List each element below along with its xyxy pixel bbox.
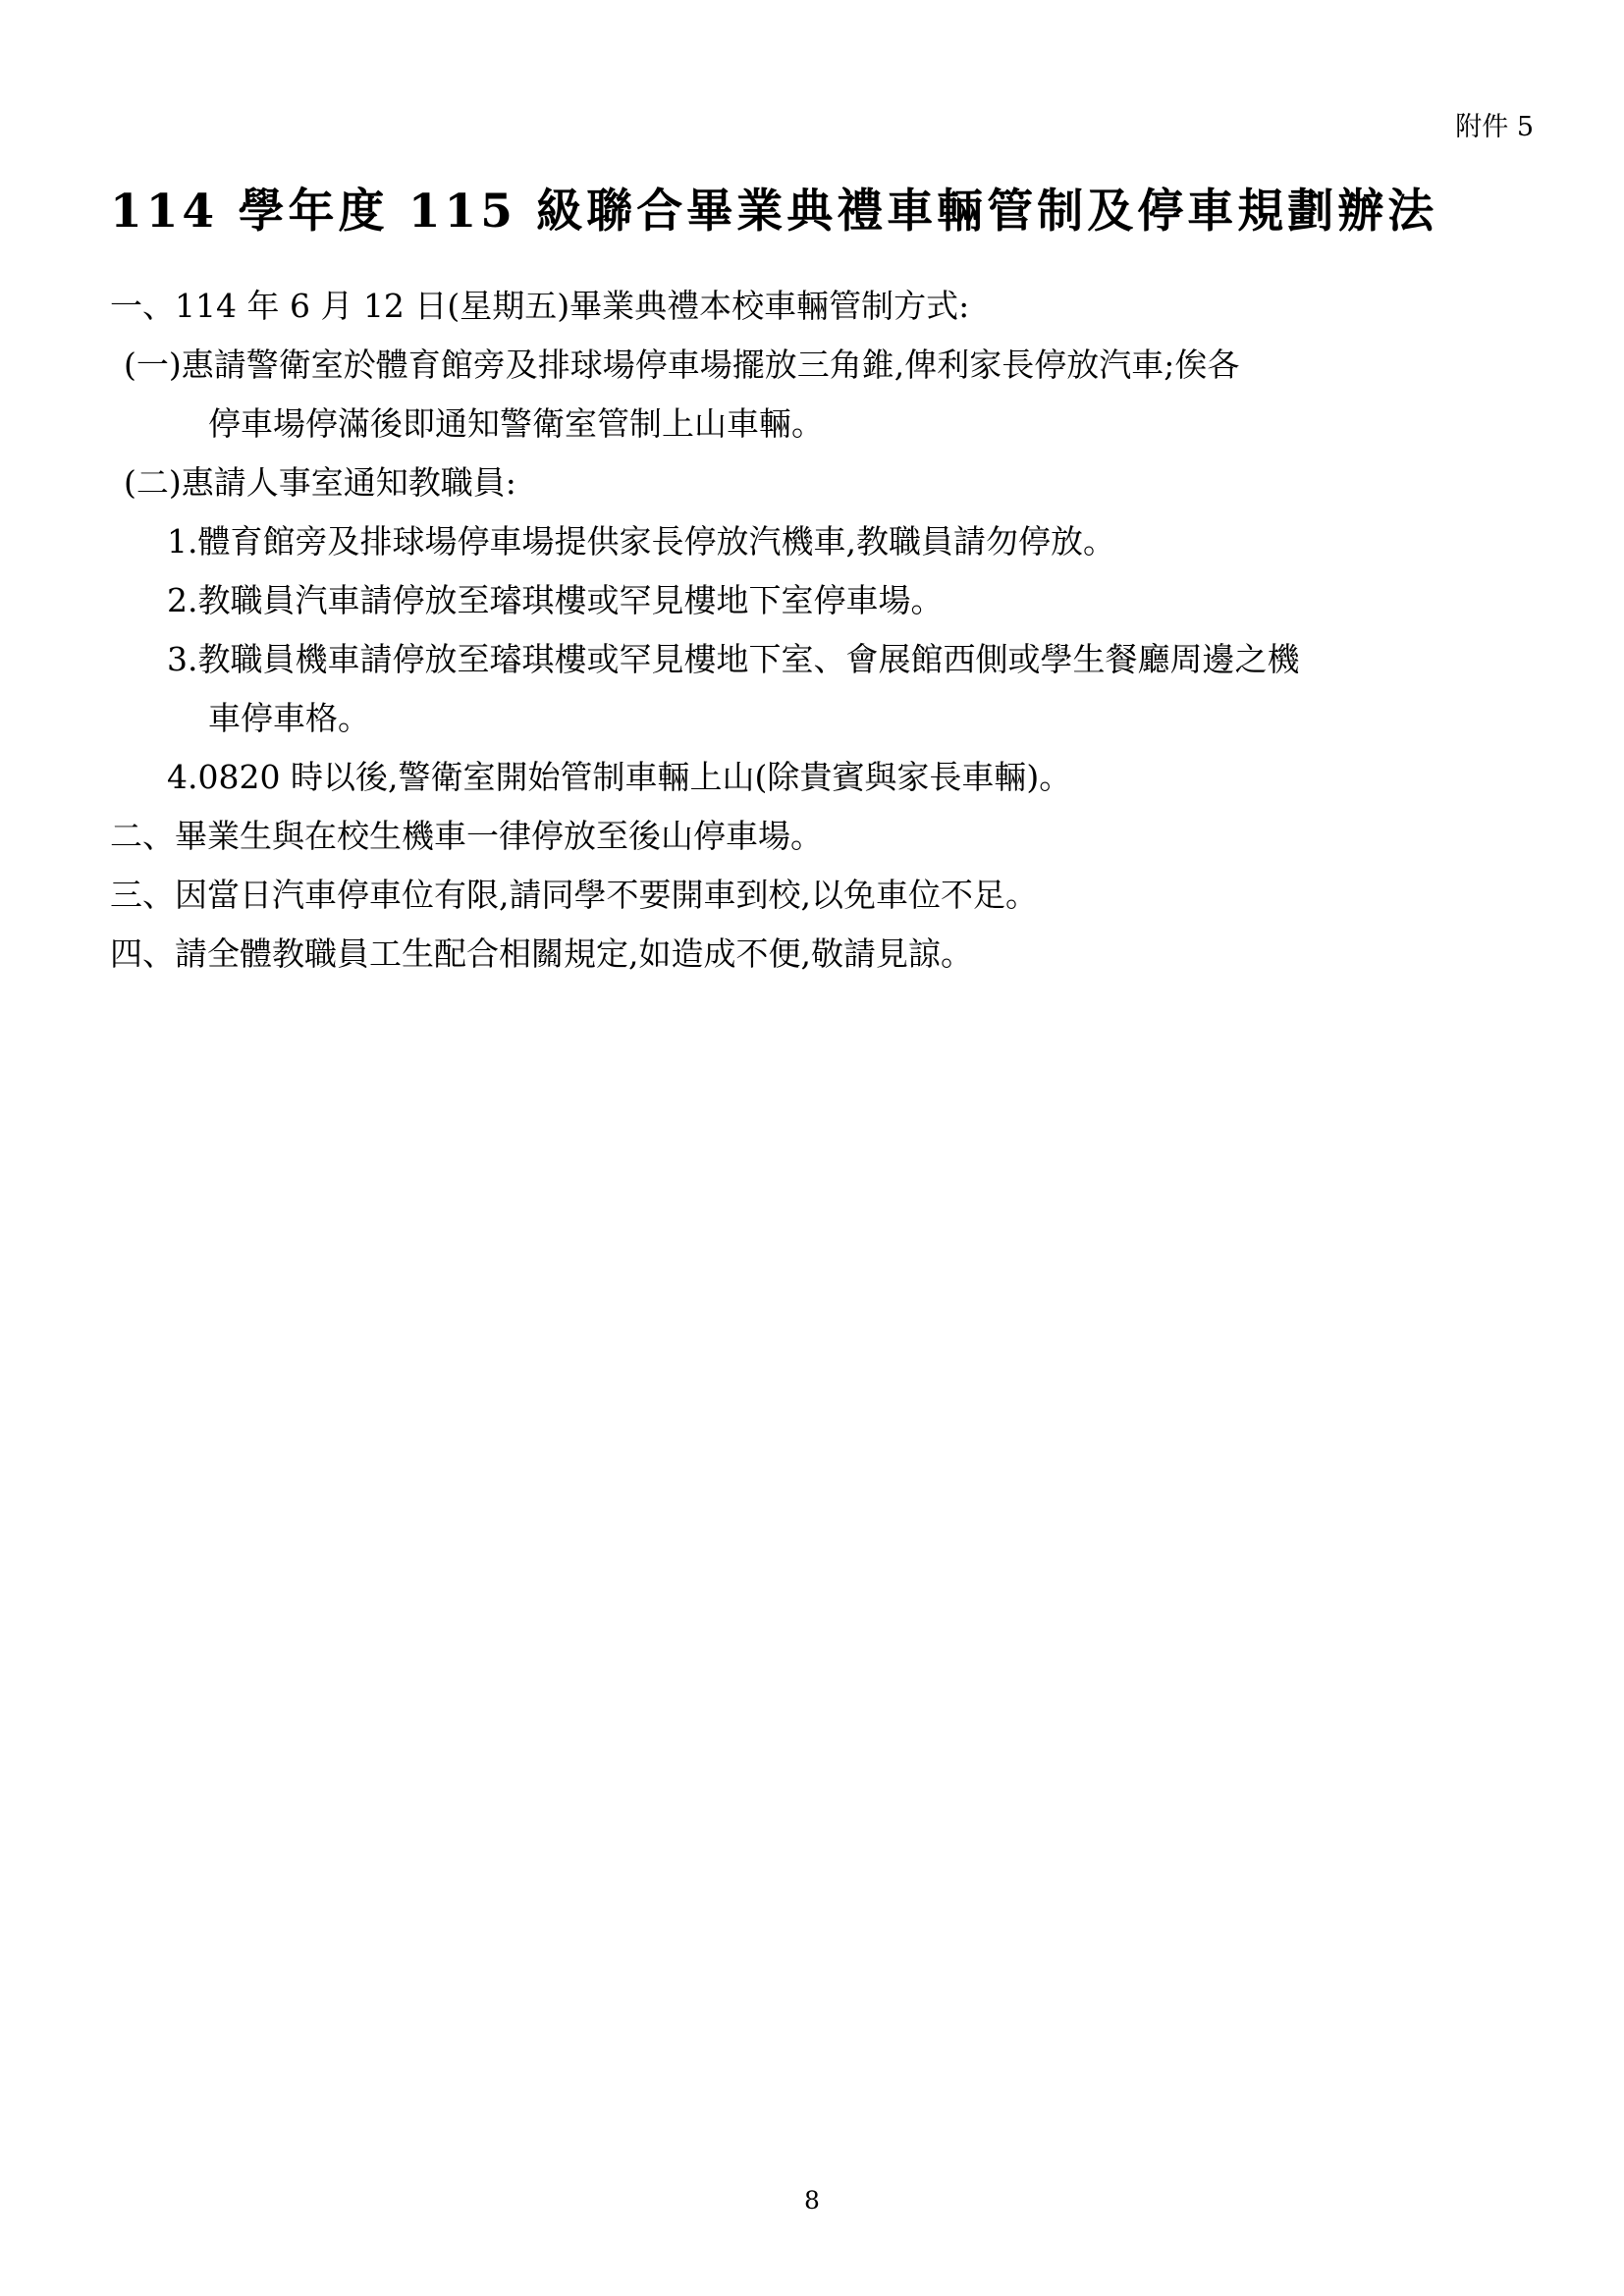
page-number: 8 bbox=[804, 2186, 820, 2215]
section-2: 二、畢業生與在校生機車一律停放至後山停車場。 bbox=[110, 817, 823, 855]
section-1-heading: 一、114 年 6 月 12 日(星期五)畢業典禮本校車輛管制方式: bbox=[110, 287, 970, 325]
item-2: 2.教職員汽車請停放至璿琪樓或罕見樓地下室停車場。 bbox=[167, 581, 944, 619]
item-3-continued: 車停車格。 bbox=[208, 699, 370, 737]
item-1: 1.體育館旁及排球場停車場提供家長停放汽機車,教職員請勿停放。 bbox=[167, 522, 1115, 561]
section-3: 三、因當日汽車停車位有限,請同學不要開車到校,以免車位不足。 bbox=[110, 876, 1038, 914]
subsection-1-1: (一)惠請警衛室於體育館旁及排球場停車場擺放三角錐,俾利家長停放汽車;俟各 bbox=[124, 346, 1240, 384]
attachment-label: 附件 5 bbox=[1455, 112, 1534, 142]
subsection-1-2: (二)惠請人事室通知教職員: bbox=[124, 463, 516, 502]
subsection-1-1-continued: 停車場停滿後即通知警衛室管制上山車輛。 bbox=[208, 404, 824, 443]
document-body bbox=[110, 277, 1514, 984]
section-4: 四、請全體教職員工生配合相關規定,如造成不便,敬請見諒。 bbox=[110, 934, 973, 973]
item-4: 4.0820 時以後,警衛室開始管制車輛上山(除貴賓與家長車輛)。 bbox=[167, 758, 1072, 796]
document-title: 114 學年度 115 級聯合畢業典禮車輛管制及停車規劃辦法 bbox=[110, 185, 1438, 239]
item-3: 3.教職員機車請停放至璿琪樓或罕見樓地下室、會展館西側或學生餐廳周邊之機 bbox=[167, 640, 1300, 678]
